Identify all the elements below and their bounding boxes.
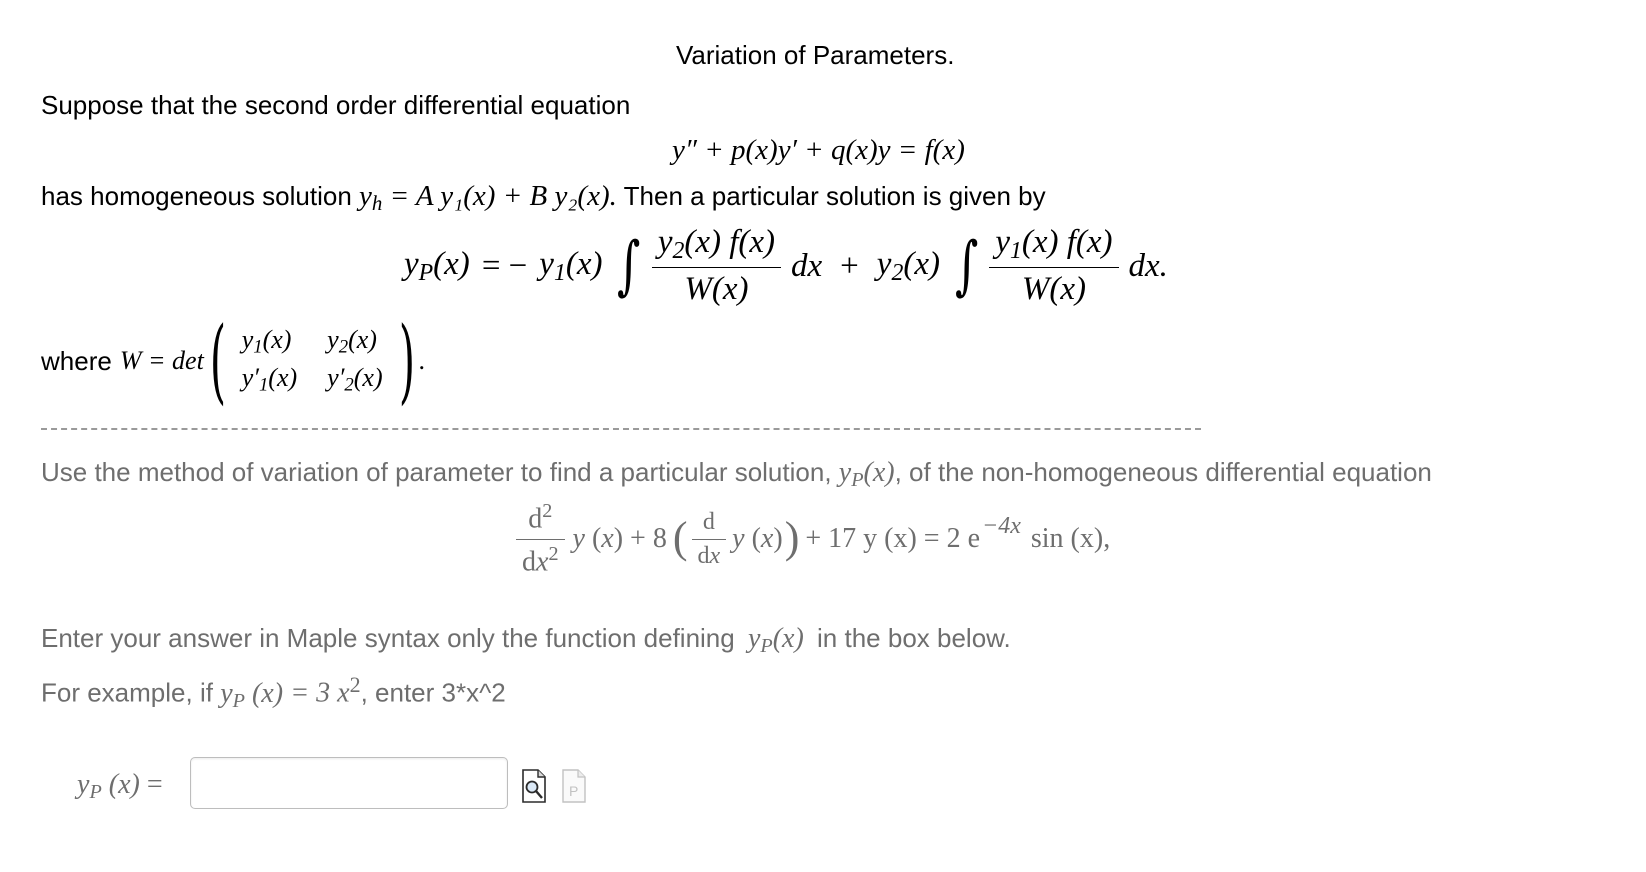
- equals-sign: = −: [481, 247, 528, 284]
- homog-line: [41, 180, 1046, 216]
- answer-input[interactable]: [190, 757, 508, 809]
- homog-suffix: Then a particular solution is given by: [623, 181, 1046, 211]
- specific-ode: $\frac{d^2}{dx^2}$ y (x) + 8 ( $\frac{d}{dx}$ y (x) ) + 17 y (x) = 2 e −4x sin (x),: [516, 500, 1110, 578]
- fraction-1: $\frac{y_2(x) f(x)}{W(x)}$: [652, 224, 781, 309]
- integral-sign-2: ∫: [954, 229, 979, 303]
- svg-text:P: P: [569, 783, 579, 799]
- where-label: where: [41, 345, 112, 376]
- integral-sign-1: ∫: [617, 229, 641, 303]
- problem-instruction: Use the method of variation of parameter to find a particular solution, $y_P(x)$, of the non-homogeneous differential equation: [41, 457, 1432, 492]
- particular-formula: $y_P(x)$ = − $y_1(x)$ ∫ $\frac{y_2(x) f(x)}{W(x)}$ dx + $y_2(x)$ ∫ $\frac{y_1(x) f(x)}{W(x)}$ dx.: [404, 223, 1168, 308]
- enter-instruction: Enter your answer in Maple syntax only the function defining $y_P(x)$ in the box below.: [41, 623, 1011, 658]
- ode-end: sin (x),: [1030, 523, 1111, 554]
- y1-term: $y_1(x)$: [539, 245, 603, 286]
- example-line: For example, if $y_P$ (x) = 3 $x^2$, enter 3*x^2: [41, 672, 506, 712]
- wronskian-def: where W = det ( $y_1(x)$ $y_2(x)$ $y'_1(x)$ $y'_2(x)$ ) .: [41, 307, 426, 414]
- ode-rhs: + 17 y (x) = 2 e: [805, 523, 981, 554]
- help-icon[interactable]: [561, 769, 587, 808]
- intro-suppose: Suppose that the second order differential equation: [41, 90, 631, 120]
- right-paren: ): [398, 307, 415, 414]
- homog-formula: = A y₁(x) + B y₂(x).: [389, 180, 617, 212]
- yp-symbol-2: $y_P(x)$: [747, 623, 804, 658]
- preview-icon[interactable]: [521, 769, 547, 808]
- answer-label: $y_P$ (x) =: [77, 769, 163, 804]
- left-paren: (: [209, 307, 226, 414]
- page-title: Variation of Parameters.: [676, 40, 955, 70]
- yp-symbol-3: $y_P$ (x): [220, 677, 284, 712]
- w-det: W = det: [119, 346, 204, 375]
- yp-lhs: $y_P(x)$: [404, 245, 470, 286]
- homog-prefix: has homogeneous solution: [41, 181, 352, 211]
- divider: [41, 428, 1201, 430]
- exp-power: −4x: [982, 512, 1021, 539]
- general-ode: y″ + p(x)y′ + q(x)y = f(x): [672, 134, 965, 166]
- wronskian-matrix: $y_1(x)$ $y_2(x)$ $y'_1(x)$ $y'_2(x)$: [241, 325, 383, 396]
- fraction-2: $\frac{y_1(x) f(x)}{W(x)}$: [989, 224, 1118, 309]
- y2-term: $y_2(x)$: [876, 245, 940, 286]
- yp-symbol: $y_P(x)$: [838, 457, 895, 492]
- d-fraction: $\frac{d}{dx}$: [692, 509, 727, 570]
- yh-symbol: $y_h$: [359, 180, 383, 216]
- d2-fraction: $\frac{d^2}{dx^2}$: [516, 500, 565, 578]
